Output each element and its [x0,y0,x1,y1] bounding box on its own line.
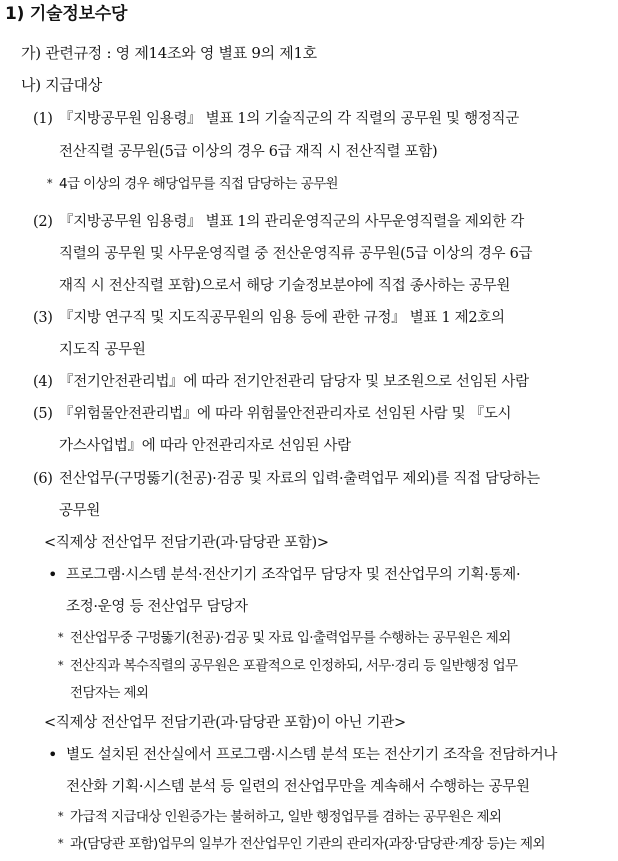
group-heading: <직제상 전산업무 전담기관(과·담당관 포함)> [44,535,329,551]
item-number: (1) [33,111,53,127]
group-note: 과(담당관 포함)업무의 일부가 전산업무인 기관의 관리자(과장·담당관·계장 등)는 제외 [70,836,545,852]
section-title: 1) 기술정보수당 [5,4,128,24]
group-note: 전담자는 제외 [70,685,149,701]
bullet-text-line: 전산화 기획·시스템 분석 등 일련의 전산업무만을 계속해서 수행하는 공무원 [66,779,530,795]
item-text-line: 『위험물안전관리법』에 따라 위험물안전관리자로 선임된 사람 및 『도시 [59,406,512,422]
bullet-icon: • [48,745,58,764]
item-number: (3) [33,310,53,326]
group-note: 가급적 지급대상 인원증가는 불허하고, 일반 행정업무를 겸하는 공무원은 제외 [70,809,502,825]
bullet-text-line: 별도 설치된 전산실에서 프로그램·시스템 분석 또는 전산기기 조작을 전담하거나 [66,747,558,763]
group-note: 전산업무중 구멍뚫기(천공)·검공 및 자료 입·출력업무를 수행하는 공무원은 제외 [70,630,511,646]
group-note: 전산직과 복수직렬의 공무원은 포괄적으로 인정하되, 서무·경리 등 일반행정 업무 [70,658,518,674]
item-number: (2) [33,214,53,230]
note-asterisk: * [47,177,53,190]
item-text-line: 전산직렬 공무원(5급 이상의 경우 6급 재직 시 전산직렬 포함) [59,144,438,160]
item-text-line: 재직 시 전산직렬 포함)으로서 해당 기술정보분야에 직접 종사하는 공무원 [59,278,511,294]
item-text-line: 『지방공무원 임용령』 별표 1의 기술직군의 각 직렬의 공무원 및 행정직군 [59,111,519,127]
payment-target-heading: 나) 지급대상 [21,76,102,94]
related-regulation: 가) 관련규정 : 영 제14조와 영 별표 9의 제1호 [21,44,317,62]
item-text-line: 지도직 공무원 [59,342,146,358]
bullet-text-line: 프로그램·시스템 분석·전산기기 조작업무 담당자 및 전산업무의 기획·통제· [66,567,521,583]
bullet-icon: • [48,565,58,584]
item-text-line: 가스사업법』에 따라 안전관리자로 선임된 사람 [59,438,351,454]
note-asterisk: * [58,631,64,644]
group-heading: <직제상 전산업무 전담기관(과·담당관 포함)이 아닌 기관> [44,715,406,731]
item-text-line: 『지방공무원 임용령』 별표 1의 관리운영직군의 사무운영직렬을 제외한 각 [59,214,524,230]
item-note: 4급 이상의 경우 해당업무를 직접 담당하는 공무원 [59,176,338,192]
bullet-text-line: 조정·운영 등 전산업무 담당자 [66,599,248,615]
item-text-line: 공무원 [59,503,101,519]
note-asterisk: * [58,837,64,850]
note-asterisk: * [58,810,64,823]
item-text-line: 직렬의 공무원 및 사무운영직렬 중 전산운영직류 공무원(5급 이상의 경우 6급 [59,246,533,262]
item-number: (6) [33,471,53,487]
item-text-line: 『전기안전관리법』에 따라 전기안전관리 담당자 및 보조원으로 선임된 사람 [59,374,529,390]
item-number: (4) [33,374,53,390]
note-asterisk: * [58,659,64,672]
item-number: (5) [33,406,53,422]
item-text-line: 전산업무(구멍뚫기(천공)·검공 및 자료의 입력·출력업무 제외)를 직접 담당하는 [59,471,540,487]
item-text-line: 『지방 연구직 및 지도직공무원의 임용 등에 관한 규정』 별표 1 제2호의 [59,310,505,326]
